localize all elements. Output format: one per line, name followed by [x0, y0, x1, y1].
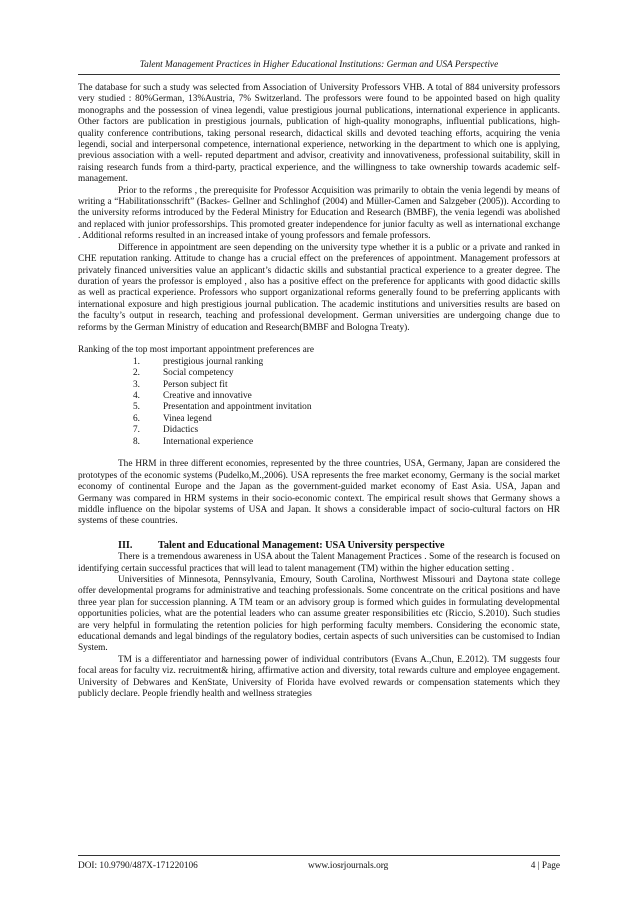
- footer-rule: [78, 855, 560, 856]
- list-item: 2. Social competency: [133, 368, 234, 379]
- list-item: 6. Vinea legend: [133, 413, 212, 424]
- running-header: Talent Management Practices in Higher Educational Institutions: German and USA Perspective: [139, 60, 499, 70]
- paragraph-hrm-economies: The HRM in three different economies, represented by the three countries, USA, Germany, Japan are considered the prototypes of the economic systems (Pudelko,M.,2006). USA represents the free market economy, Germany is the social market economy of continental Europe and the Japan as the government-guided market economy of East Asia. USA, Japan and Germany was compared in HRM systems in their socio-economic context. The empirical result shows that Germany shows a middle influence on the bipolar systems of USA and Japan. It shows a considerable impact of socio-cultural factors on HR systems of these countries.: [78, 459, 560, 527]
- ranking-list: [78, 357, 560, 448]
- list-item: 3. Person subject fit: [133, 379, 228, 390]
- page-number: 4 | Page: [530, 861, 560, 871]
- paragraph-universities: Universities of Minnesota, Pennsylvania, Emoury, South Carolina, Northwest Missouri and Daytona state college offer developmental programs for administrative and teaching professionals. Some concentrate on the critical positions and have three year plan for succession planning. A TM team or an advisory group is formed which guides in formulating developmental opportunities policies, what are the potential leaders who can assume greater responsibilities etc (Riccio, S.2010). Such studies are very helpful in formulating the retention policies for high performing faculty members. Considering the economic state, educational demands and legal bindings of the regulatory bodies, certain aspects of such universities can be customised to Indian System.: [78, 575, 560, 654]
- paragraph-tm-differentiator: TM is a differentiator and harnessing power of individual contributors (Evans A.,Chun, E.2012). TM suggests four focal areas for faculty viz. recruitment& hiring, affirmative action and diversity, total rewards culture and employee engagement. University of Debwares and KenState, University of Florida have evolved rewards or compensation statements which they publicly declare. People friendly health and wellness strategies: [78, 654, 560, 700]
- section-title: Talent and Educational Management: USA University perspective: [158, 540, 445, 552]
- doi-text: DOI: 10.9790/487X-171220106: [78, 861, 198, 871]
- paragraph-usa-awareness: There is a tremendous awareness in USA about the Talent Management Practices . Some of the research is focused on identifying certain successful practices that will lead to talent management (TM) within the higher education setting .: [78, 552, 560, 574]
- list-item: 4. Creative and innovative: [133, 390, 252, 401]
- list-item: 8. International experience: [133, 436, 254, 447]
- list-item: 7. Didactics: [133, 425, 199, 436]
- section-heading: [78, 539, 560, 552]
- paragraph-appointment-differences: Difference in appointment are seen depending on the university type whether it is a public or a private and ranked in CHE reputation ranking. Attitude to change has a crucial effect on the preferences of appointment. Management professors at privately financed universities value an applicant’s didactic skills and substantial practical experience to a greater degree. The duration of years the professor is employed , also has a positive effect on the preference for applicants with good didactic skills as well as practical experience. Professors who support organizational reforms generally found to be preferring applicants with international exposure and high prestigious journal publication. The academic institutions and universities results are based on the faculty’s output in research, teaching and professional development. German universities are undergoing change due to reforms by the German Ministry of education and Research(BMBF and Bologna Treaty).: [78, 242, 560, 333]
- website-link[interactable]: www.iosrjournals.org: [308, 861, 389, 871]
- paragraph-database: The database for such a study was selected from Association of University Professors VHB. A total of 884 university professors very studied : 80%German, 13%Austria, 7% Switzerland. The professors were found to be appointed based on high quality monographs and the possession of vinea legendi, value prestigious journal publications, international experience in applicants. Other factors are publication in prestigious journals, publication of high-quality monographs, influential publications, high-quality conference contributions, taking personal research, didactical skills and devoted teaching efforts, acquiring the venia legendi, social and interpersonal competence, international experience, networking in the department to which one is applying, previous association with a well- reputed department and advisor, creativity and innovativeness, professional suitability, skill in raising research funds from a third-party, practical experience, and the willingness to take ownership towards academic self-management.: [78, 83, 560, 185]
- body-text: [78, 83, 560, 700]
- paragraph-reforms: Prior to the reforms , the prerequisite for Professor Acquisition was primarily to obtain the venia legendi by means of writing a “Habilitationsschrift” (Backes- Gellner and Schlinghof (2004) and Müller-Camen and Salzgeber (2005)). According to the university reforms introduced by the Federal Ministry for Education and Research (BMBF), the venia legendi was abolished and replaced with junior professorships. This promoted greater independence for junior faculty as well as international exchange . Additional reforms resulted in an increased intake of young professors and female professors.: [78, 185, 560, 242]
- list-item: 5. Presentation and appointment invitation: [133, 402, 312, 413]
- list-item: 1. prestigious journal ranking: [133, 356, 264, 367]
- header-rule: [78, 74, 560, 75]
- paragraph-ranking-intro: Ranking of the top most important appointment preferences are: [78, 345, 314, 356]
- section-number: III.: [118, 540, 133, 552]
